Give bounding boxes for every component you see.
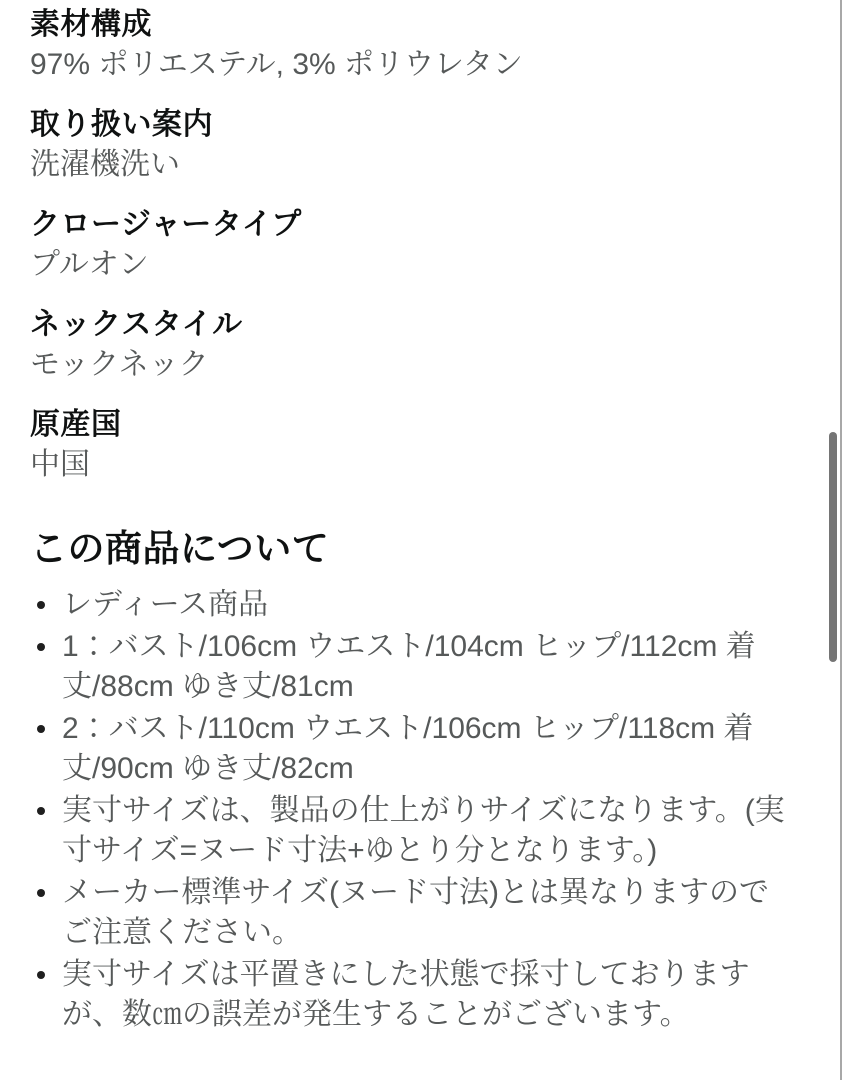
bullet-marker [37,643,45,651]
detail-label: ネックスタイル [30,308,243,341]
detail-value: 97% ポリエステル, 3% ポリウレタン [30,48,523,81]
about-bullet-item [30,709,792,789]
bullet-marker [37,971,45,979]
about-this-item-section [30,525,792,1035]
about-bullet-list [30,585,792,1035]
bullet-text: 2：バスト/110cm ウエスト/106cm ヒップ/118cm 着丈/90cm ゆき丈/82cm [62,712,754,785]
detail-label: 取り扱い案内 [30,108,213,141]
detail-value: 洗濯機洗い [30,148,180,181]
detail-row-origin [30,405,792,485]
about-bullet-item [30,955,792,1035]
scrollbar-thumb[interactable] [829,432,837,662]
detail-label: 原産国 [30,408,122,441]
bullet-text: 実寸サイズは、製品の仕上がりサイズになります。(実寸サイズ=ヌード寸法+ゆとり分となります。) [62,794,785,867]
about-bullet-item [30,873,792,953]
detail-row-care [30,105,792,185]
detail-row-closure [30,205,792,285]
detail-row-material [30,5,792,85]
product-details-section [30,5,792,485]
bullet-marker [37,889,45,897]
bullet-marker [37,601,45,609]
about-bullet-item [30,585,792,625]
about-bullet-item [30,791,792,871]
bullet-text: レディース商品 [62,588,269,621]
detail-label: クロージャータイプ [30,208,302,241]
bullet-text: メーカー標準サイズ(ヌード寸法)とは異なりますのでご注意ください。 [62,876,769,949]
detail-value: モックネック [30,348,209,381]
detail-label: 素材構成 [30,8,152,41]
bullet-text: 実寸サイズは平置きにした状態で採寸しておりますが、数㎝の誤差が発生することがございます。 [62,958,750,1031]
detail-value: プルオン [30,248,149,281]
detail-row-neck-style [30,305,792,385]
about-heading: この商品について [30,528,330,569]
about-bullet-item [30,627,792,707]
bullet-marker [37,725,45,733]
bullet-marker [37,807,45,815]
bullet-text: 1：バスト/106cm ウエスト/104cm ヒップ/112cm 着丈/88cm ゆき丈/81cm [62,630,756,703]
screen-edge-line [840,0,842,1080]
detail-value: 中国 [30,448,90,481]
